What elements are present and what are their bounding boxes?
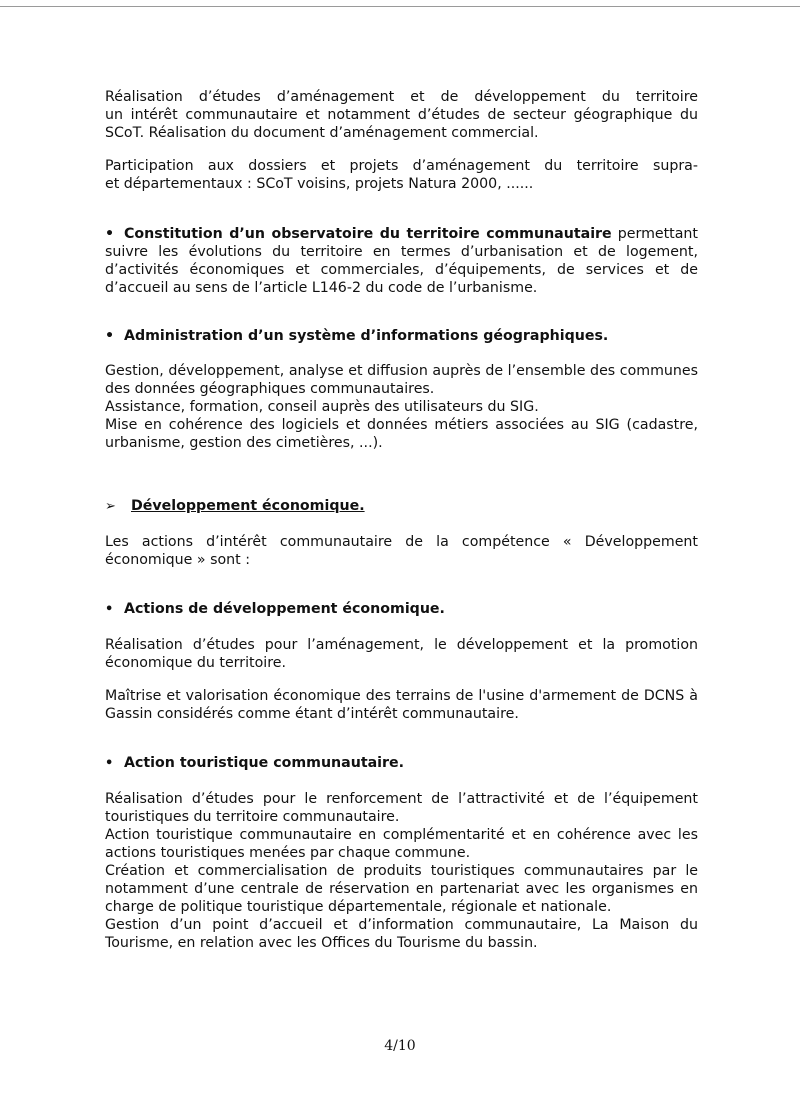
sig-heading-line — [105, 327, 698, 345]
paragraph-participation — [105, 157, 698, 193]
tourisme-heading-line — [105, 754, 698, 772]
text-line: actions touristiques menées par chaque commune. — [105, 845, 471, 861]
text-line: Assistance, formation, conseil auprès des utilisateurs du SIG. — [105, 399, 539, 415]
text-line: un intérêt communautaire et notamment d’études de secteur géographique du — [105, 107, 698, 123]
text-line: d’activités économiques et commerciales, d’équipements, de services et de — [105, 262, 698, 278]
bullet-icon: • — [105, 226, 115, 242]
paragraph-actions-dev-2 — [105, 687, 698, 723]
text-line: Les actions d’intérêt communautaire de la compétence « Développement — [105, 534, 698, 550]
tourisme-title: Action touristique communautaire. — [124, 755, 405, 771]
text-line: Mise en cohérence des logiciels et données métiers associées au SIG (cadastre, — [105, 417, 698, 433]
text-line: Création et commercialisation de produits touristiques communautaires par le — [105, 863, 698, 879]
section-dev-eco-heading — [105, 497, 698, 515]
actions-dev-title: Actions de développement économique. — [124, 601, 445, 617]
text-line: Tourisme, en relation avec les Offices du Tourisme du bassin. — [105, 935, 538, 951]
text-line: Réalisation d’études pour le renforcement de l’attractivité et de l’équipement — [105, 791, 698, 807]
bullet-icon: • — [105, 756, 114, 771]
text-line: SCoT. Réalisation du document d’aménagement commercial. — [105, 125, 539, 141]
text-line: touristiques du territoire communautaire. — [105, 809, 400, 825]
page-number: 4/10 — [384, 1038, 416, 1054]
paragraph-tourisme — [105, 790, 698, 952]
section-actions-dev — [105, 600, 698, 618]
text-line: Réalisation d’études pour l’aménagement, le développement et la promotion — [105, 637, 698, 653]
section-observatoire — [105, 225, 698, 297]
paragraph-dev-eco-intro — [105, 533, 698, 569]
text-line: Participation aux dossiers et projets d’aménagement du territoire supra- — [105, 158, 698, 174]
text-line: d’accueil au sens de l’article L146-2 du code de l’urbanisme. — [105, 280, 538, 296]
observatoire-title: Constitution d’un observatoire du territoire communautaire — [124, 226, 612, 242]
text-line: urbanisme, gestion des cimetières, ...). — [105, 435, 383, 451]
text-line: Action touristique communautaire en complémentarité et en cohérence avec les — [105, 827, 698, 843]
paragraph-sig — [105, 362, 698, 452]
paragraph-scot-studies — [105, 88, 698, 142]
observatoire-heading-line — [105, 225, 698, 243]
actions-dev-heading-line — [105, 600, 698, 618]
text-line: notamment d’une centrale de réservation en partenariat avec les organismes en — [105, 881, 698, 897]
paragraph-actions-dev-1 — [105, 636, 698, 672]
bullet-icon: • — [105, 328, 115, 344]
section-tourisme — [105, 754, 698, 772]
arrow-icon: ➢ — [105, 499, 116, 514]
text-line: économique » sont : — [105, 552, 250, 568]
text-line: et départementaux : SCoT voisins, projets Natura 2000, ...... — [105, 176, 534, 192]
text-line: suivre les évolutions du territoire en termes d’urbanisation et de logement, — [105, 244, 698, 260]
text-line: Gestion d’un point d’accueil et d’information communautaire, La Maison du — [105, 917, 698, 933]
scan-top-edge — [0, 6, 800, 7]
text-line: économique du territoire. — [105, 655, 286, 671]
section-sig — [105, 327, 698, 345]
text-line: des données géographiques communautaires. — [105, 381, 435, 397]
dev-eco-title: Développement économique. — [131, 498, 365, 514]
text-line: charge de politique touristique départementale, régionale et nationale. — [105, 899, 612, 915]
bullet-icon: • — [105, 602, 114, 617]
text-line: Réalisation d’études d’aménagement et de développement du territoire — [105, 89, 698, 105]
text-line: Gestion, développement, analyse et diffusion auprès de l’ensemble des communes — [105, 363, 698, 379]
text-line: Gassin considérés comme étant d’intérêt communautaire. — [105, 706, 519, 722]
text-line: Maîtrise et valorisation économique des terrains de l'usine d'armement de DCNS à — [105, 688, 698, 704]
observatoire-line1-rest: permettant — [617, 226, 698, 242]
dev-eco-heading-line — [105, 497, 698, 515]
sig-title: Administration d’un système d’informations géographiques. — [124, 328, 609, 344]
